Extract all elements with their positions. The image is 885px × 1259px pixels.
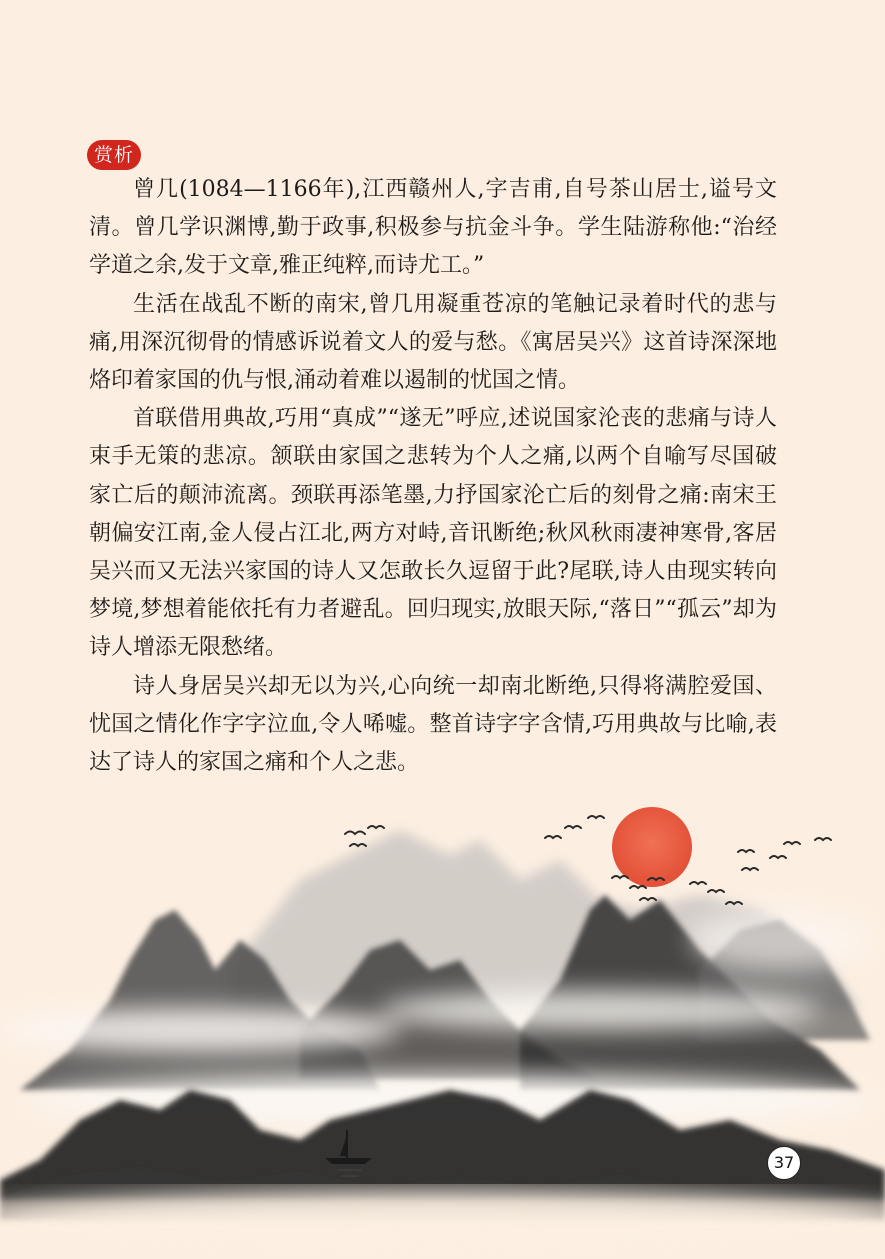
- lower-mist: [0, 1190, 885, 1250]
- paragraph-structure-analysis: 首联借用典故,巧用“真成”“遂无”呼应,述说国家沦丧的悲痛与诗人束手无策的悲凉。颔联由家国之悲转为个人之痛,以两个自喻写尽国破家亡后的颠沛流离。颈联再添笔墨,力抒国家沦亡后的刻骨之痛:南宋王朝偏安江南,金人侵占江北,两方对峙,音讯断绝;秋风秋雨凄神寒骨,客居吴兴而又无法兴家国的诗人又怎敢长久逗留于此?尾联,诗人由现实转向梦境,梦想着能依托有力者避乱。回归现实,放眼天际,“落日”“孤云”却为诗人增添无限愁绪。: [89, 406, 777, 661]
- paragraph-background: 生活在战乱不断的南宋,曾几用凝重苍凉的笔触记录着时代的悲与痛,用深沉彻骨的情感诉说着文人的爱与愁。《寓居吴兴》这首诗深深地烙印着家国的仇与恨,涌动着难以遏制的忧国之情。: [89, 291, 777, 394]
- appreciation-section-badge: 赏析: [87, 140, 141, 170]
- paragraph-summary: 诗人身居吴兴却无以为兴,心向统一却南北断绝,只得将满腔爱国、忧国之情化作字字泣血,令人唏嘘。整首诗字字含情,巧用典故与比喻,表达了诗人的家国之痛和个人之悲。: [89, 673, 777, 776]
- ink-landscape-illustration: [0, 800, 885, 1259]
- page-number: 37: [767, 1146, 801, 1180]
- paragraph-author-intro: 曾几(1084—1166年),江西赣州人,字吉甫,自号茶山居士,谥号文清。曾几学识渊博,勤于政事,积极参与抗金斗争。学生陆游称他:“治经学道之余,发于文章,雅正纯粹,而诗尤工。”: [89, 177, 777, 279]
- analysis-text: [89, 171, 777, 782]
